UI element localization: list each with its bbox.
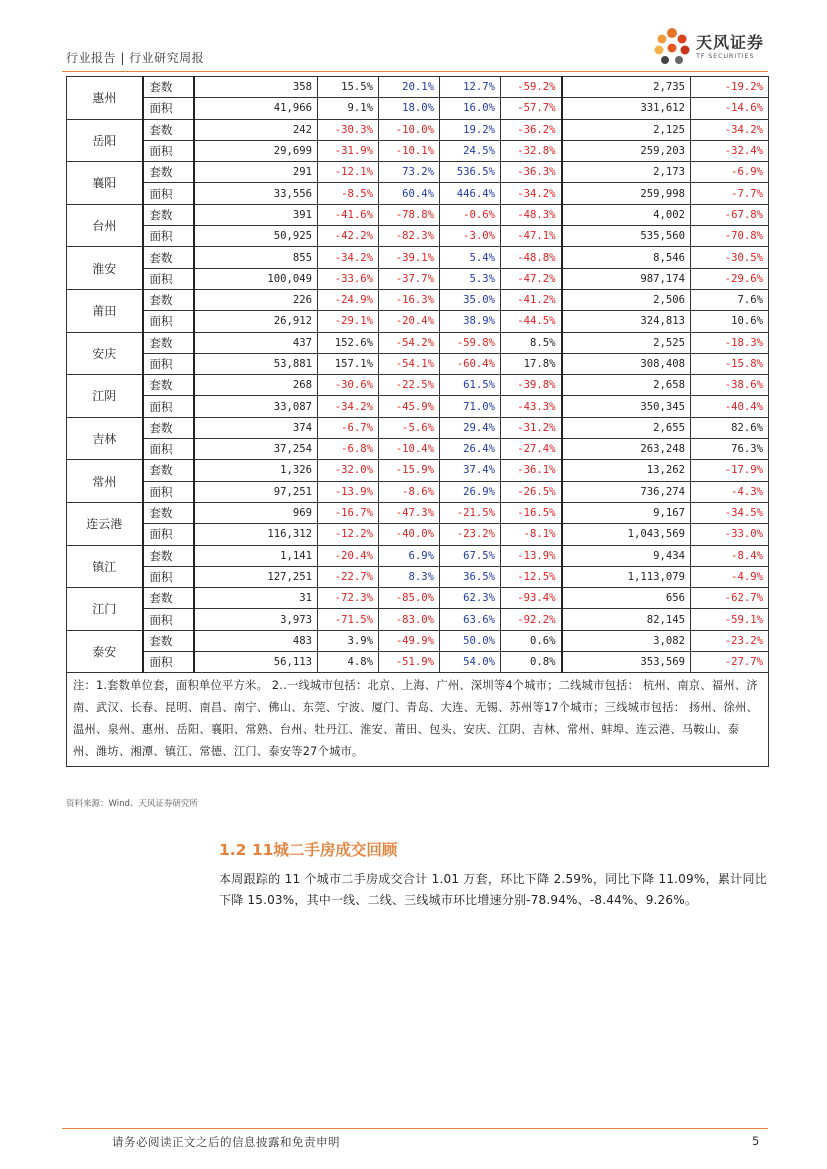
- metric-label: 面积: [143, 311, 194, 332]
- table-cell: 2,506: [562, 289, 691, 310]
- table-cell: -8.1%: [501, 524, 562, 545]
- metric-label: 面积: [143, 652, 194, 673]
- table-row: [67, 162, 769, 183]
- table-cell: 1,043,569: [562, 524, 691, 545]
- table-cell: 36.5%: [440, 566, 501, 587]
- table-row: [67, 481, 769, 502]
- table-cell: -6.8%: [318, 439, 379, 460]
- table-cell: 12.7%: [440, 77, 501, 98]
- city-name: 江门: [67, 588, 143, 631]
- metric-label: 面积: [143, 353, 194, 374]
- table-cell: -30.3%: [318, 119, 379, 140]
- metric-label: 套数: [143, 204, 194, 225]
- table-cell: 97,251: [194, 481, 318, 502]
- table-cell: -4.9%: [691, 566, 769, 587]
- table-cell: -4.3%: [691, 481, 769, 502]
- table-row: [67, 652, 769, 673]
- city-name: 常州: [67, 460, 143, 503]
- header-divider: [62, 71, 768, 72]
- table-cell: -83.0%: [379, 609, 440, 630]
- table-cell: -5.6%: [379, 417, 440, 438]
- table-cell: -12.1%: [318, 162, 379, 183]
- table-cell: 308,408: [562, 353, 691, 374]
- table-cell: -29.6%: [691, 268, 769, 289]
- table-cell: 15.5%: [318, 77, 379, 98]
- table-cell: 4.8%: [318, 652, 379, 673]
- section-title: 1.2 11城二手房成交回顾: [219, 841, 398, 859]
- table-cell: 350,345: [562, 396, 691, 417]
- source-note: 资料来源：Wind、天风证券研究所: [66, 799, 198, 809]
- table-cell: 33,556: [194, 183, 318, 204]
- table-cell: 63.6%: [440, 609, 501, 630]
- table-row: [67, 204, 769, 225]
- metric-label: 面积: [143, 524, 194, 545]
- table-cell: -6.9%: [691, 162, 769, 183]
- city-transaction-table: [66, 76, 769, 767]
- table-cell: -16.3%: [379, 289, 440, 310]
- table-cell: -10.1%: [379, 140, 440, 161]
- table-cell: -12.2%: [318, 524, 379, 545]
- table-cell: -36.1%: [501, 460, 562, 481]
- table-cell: 2,525: [562, 332, 691, 353]
- table-cell: -7.7%: [691, 183, 769, 204]
- table-cell: 2,658: [562, 375, 691, 396]
- table-cell: -49.9%: [379, 630, 440, 651]
- table-cell: -33.6%: [318, 268, 379, 289]
- table-cell: -13.9%: [318, 481, 379, 502]
- table-row: [67, 268, 769, 289]
- table-cell: 2,125: [562, 119, 691, 140]
- table-cell: 0.8%: [501, 652, 562, 673]
- table-cell: -78.8%: [379, 204, 440, 225]
- table-cell: -51.9%: [379, 652, 440, 673]
- table-cell: -8.4%: [691, 545, 769, 566]
- table-cell: 374: [194, 417, 318, 438]
- table-cell: -24.9%: [318, 289, 379, 310]
- table-cell: -54.1%: [379, 353, 440, 374]
- table-cell: 656: [562, 588, 691, 609]
- table-row: [67, 439, 769, 460]
- table-cell: 987,174: [562, 268, 691, 289]
- table-cell: -40.0%: [379, 524, 440, 545]
- logo-text-en: TF SECURITIES: [696, 52, 755, 60]
- table-cell: 358: [194, 77, 318, 98]
- table-cell: -34.2%: [691, 119, 769, 140]
- table-cell: 31: [194, 588, 318, 609]
- table-row: [67, 545, 769, 566]
- table-cell: 152.6%: [318, 332, 379, 353]
- city-name: 江阴: [67, 375, 143, 418]
- table-row: [67, 566, 769, 587]
- table-row: [67, 311, 769, 332]
- table-cell: -15.9%: [379, 460, 440, 481]
- table-cell: 5.4%: [440, 247, 501, 268]
- metric-label: 面积: [143, 98, 194, 119]
- table-cell: 53,881: [194, 353, 318, 374]
- metric-label: 套数: [143, 375, 194, 396]
- table-row: [67, 353, 769, 374]
- logo-text-cn: 天风证券: [696, 33, 765, 52]
- metric-label: 面积: [143, 566, 194, 587]
- table-cell: 8.3%: [379, 566, 440, 587]
- city-name: 镇江: [67, 545, 143, 588]
- table-row: [67, 77, 769, 98]
- table-cell: -31.9%: [318, 140, 379, 161]
- table-cell: 1,141: [194, 545, 318, 566]
- metric-label: 套数: [143, 332, 194, 353]
- table-cell: 2,735: [562, 77, 691, 98]
- page-number: 5: [752, 1134, 760, 1148]
- table-cell: -23.2%: [440, 524, 501, 545]
- metric-label: 套数: [143, 289, 194, 310]
- table-cell: 71.0%: [440, 396, 501, 417]
- table-cell: -39.8%: [501, 375, 562, 396]
- table-cell: -59.8%: [440, 332, 501, 353]
- table-cell: -26.5%: [501, 481, 562, 502]
- table-cell: 437: [194, 332, 318, 353]
- table-cell: 35.0%: [440, 289, 501, 310]
- table-cell: 331,612: [562, 98, 691, 119]
- table-cell: 291: [194, 162, 318, 183]
- table-cell: -60.4%: [440, 353, 501, 374]
- table-cell: -70.8%: [691, 226, 769, 247]
- table-cell: -92.2%: [501, 609, 562, 630]
- city-name: 惠州: [67, 77, 143, 120]
- table-cell: 3,973: [194, 609, 318, 630]
- table-cell: -19.2%: [691, 77, 769, 98]
- city-name: 连云港: [67, 502, 143, 545]
- table-cell: 855: [194, 247, 318, 268]
- table-cell: 6.9%: [379, 545, 440, 566]
- table-cell: 50.0%: [440, 630, 501, 651]
- table-cell: -39.1%: [379, 247, 440, 268]
- table-cell: 82.6%: [691, 417, 769, 438]
- table-cell: -54.2%: [379, 332, 440, 353]
- metric-label: 面积: [143, 396, 194, 417]
- table-cell: 73.2%: [379, 162, 440, 183]
- table-cell: 535,560: [562, 226, 691, 247]
- table-cell: 4,002: [562, 204, 691, 225]
- table-cell: -38.6%: [691, 375, 769, 396]
- table-cell: -67.8%: [691, 204, 769, 225]
- metric-label: 套数: [143, 77, 194, 98]
- table-cell: 736,274: [562, 481, 691, 502]
- table-row: [67, 289, 769, 310]
- table-cell: -3.0%: [440, 226, 501, 247]
- table-cell: 268: [194, 375, 318, 396]
- table-row: [67, 119, 769, 140]
- metric-label: 面积: [143, 226, 194, 247]
- table-row: [67, 502, 769, 523]
- table-cell: -16.5%: [501, 502, 562, 523]
- table-cell: -93.4%: [501, 588, 562, 609]
- table-cell: 17.8%: [501, 353, 562, 374]
- table-cell: -13.9%: [501, 545, 562, 566]
- table-cell: -82.3%: [379, 226, 440, 247]
- table-row: [67, 226, 769, 247]
- table-cell: -34.2%: [318, 396, 379, 417]
- table-cell: -71.5%: [318, 609, 379, 630]
- table-cell: 8.5%: [501, 332, 562, 353]
- table-cell: -41.6%: [318, 204, 379, 225]
- table-note-row: [67, 673, 769, 767]
- table-cell: 26.9%: [440, 481, 501, 502]
- metric-label: 套数: [143, 247, 194, 268]
- city-name: 襄阳: [67, 162, 143, 205]
- table-cell: 29,699: [194, 140, 318, 161]
- table-cell: -57.7%: [501, 98, 562, 119]
- table-cell: -30.6%: [318, 375, 379, 396]
- table-cell: -34.2%: [318, 247, 379, 268]
- city-name: 台州: [67, 204, 143, 247]
- metric-label: 面积: [143, 481, 194, 502]
- table-row: [67, 98, 769, 119]
- table-cell: -59.1%: [691, 609, 769, 630]
- table-cell: -62.7%: [691, 588, 769, 609]
- table-cell: -33.0%: [691, 524, 769, 545]
- table-cell: -32.0%: [318, 460, 379, 481]
- table-cell: -8.5%: [318, 183, 379, 204]
- summary-paragraph: 本周跟踪的 11 个城市二手房成交合计 1.01 万套，环比下降 2.59%，同比下降 11.09%，累计同比下降 15.03%，其中一线、二线、三线城市环比增速分别-78.94%、-8.44%、9.26%。: [219, 872, 767, 907]
- table-cell: -44.5%: [501, 311, 562, 332]
- table-cell: 483: [194, 630, 318, 651]
- table-cell: -40.4%: [691, 396, 769, 417]
- table-cell: 61.5%: [440, 375, 501, 396]
- table-cell: -22.7%: [318, 566, 379, 587]
- table-cell: 263,248: [562, 439, 691, 460]
- table-cell: 7.6%: [691, 289, 769, 310]
- table-cell: 37.4%: [440, 460, 501, 481]
- table-cell: -85.0%: [379, 588, 440, 609]
- table-cell: -34.5%: [691, 502, 769, 523]
- table-row: [67, 630, 769, 651]
- table-row: [67, 417, 769, 438]
- table-row: [67, 609, 769, 630]
- table-cell: 2,655: [562, 417, 691, 438]
- metric-label: 套数: [143, 588, 194, 609]
- city-name: 泰安: [67, 630, 143, 673]
- table-cell: 353,569: [562, 652, 691, 673]
- table-cell: 5.3%: [440, 268, 501, 289]
- table-cell: -36.3%: [501, 162, 562, 183]
- table-cell: 19.2%: [440, 119, 501, 140]
- table-cell: -17.9%: [691, 460, 769, 481]
- table-cell: -48.8%: [501, 247, 562, 268]
- metric-label: 套数: [143, 460, 194, 481]
- table-cell: 259,203: [562, 140, 691, 161]
- table-cell: -36.2%: [501, 119, 562, 140]
- table-cell: -47.2%: [501, 268, 562, 289]
- table-cell: 18.0%: [379, 98, 440, 119]
- metric-label: 面积: [143, 140, 194, 161]
- table-cell: 157.1%: [318, 353, 379, 374]
- table-cell: -8.6%: [379, 481, 440, 502]
- table-cell: 9,434: [562, 545, 691, 566]
- table-row: [67, 375, 769, 396]
- table-cell: 0.6%: [501, 630, 562, 651]
- table-cell: 56,113: [194, 652, 318, 673]
- table-cell: -16.7%: [318, 502, 379, 523]
- city-name: 安庆: [67, 332, 143, 375]
- table-row: [67, 140, 769, 161]
- table-cell: -59.2%: [501, 77, 562, 98]
- metric-label: 套数: [143, 545, 194, 566]
- table-cell: 60.4%: [379, 183, 440, 204]
- table-cell: 24.5%: [440, 140, 501, 161]
- table-row: [67, 332, 769, 353]
- table-cell: 50,925: [194, 226, 318, 247]
- city-name: 淮安: [67, 247, 143, 290]
- table-cell: 82,145: [562, 609, 691, 630]
- metric-label: 面积: [143, 183, 194, 204]
- table-cell: 13,262: [562, 460, 691, 481]
- table-cell: -20.4%: [379, 311, 440, 332]
- table-cell: 29.4%: [440, 417, 501, 438]
- table-cell: -30.5%: [691, 247, 769, 268]
- table-cell: 536.5%: [440, 162, 501, 183]
- table-cell: 116,312: [194, 524, 318, 545]
- table-cell: -27.4%: [501, 439, 562, 460]
- table-cell: 1,326: [194, 460, 318, 481]
- table-cell: 33,087: [194, 396, 318, 417]
- metric-label: 面积: [143, 439, 194, 460]
- table-cell: 100,049: [194, 268, 318, 289]
- table-cell: -12.5%: [501, 566, 562, 587]
- table-row: [67, 247, 769, 268]
- table-cell: 259,998: [562, 183, 691, 204]
- footer-divider: [62, 1128, 768, 1129]
- table-cell: -29.1%: [318, 311, 379, 332]
- table-row: [67, 396, 769, 417]
- table-cell: 26.4%: [440, 439, 501, 460]
- table-cell: 9,167: [562, 502, 691, 523]
- table-cell: -32.8%: [501, 140, 562, 161]
- table-cell: -43.3%: [501, 396, 562, 417]
- metric-label: 套数: [143, 502, 194, 523]
- table-cell: -41.2%: [501, 289, 562, 310]
- table-cell: -32.4%: [691, 140, 769, 161]
- footer-disclaimer: 请务必阅读正文之后的信息披露和免责申明: [112, 1135, 340, 1149]
- table-cell: -14.6%: [691, 98, 769, 119]
- table-cell: 1,113,079: [562, 566, 691, 587]
- table-cell: -47.1%: [501, 226, 562, 247]
- table-cell: 54.0%: [440, 652, 501, 673]
- table-cell: -27.7%: [691, 652, 769, 673]
- metric-label: 套数: [143, 630, 194, 651]
- table-cell: -21.5%: [440, 502, 501, 523]
- table-cell: -37.7%: [379, 268, 440, 289]
- table-cell: -48.3%: [501, 204, 562, 225]
- table-note: 注：1.套数单位套，面积单位平方米。 2..一线城市包括：北京、上海、广州、深圳等4个城市；二线城市包括： 杭州、南京、福州、济南、武汉、长春、昆明、南昌、南宁、佛山、东莞、宁波、厦门、青岛、大连、无锡、苏州等17个城市；三线城市包括： 扬州、徐州、温州、泉州、惠州、岳阳、襄阳、常熟、台州、牡丹江、淮安、莆田、包头、安庆、江阴、吉林、常州、蚌埠、连云港、马鞍山、泰州、潍坊、湘潭、镇江、常德、江门、泰安等27个城市。: [67, 673, 769, 767]
- metric-label: 套数: [143, 162, 194, 183]
- table-cell: 16.0%: [440, 98, 501, 119]
- table-row: [67, 460, 769, 481]
- metric-label: 面积: [143, 268, 194, 289]
- table-cell: 391: [194, 204, 318, 225]
- table-cell: -0.6%: [440, 204, 501, 225]
- table-cell: 67.5%: [440, 545, 501, 566]
- table-cell: 76.3%: [691, 439, 769, 460]
- table-cell: -18.3%: [691, 332, 769, 353]
- table-cell: -15.8%: [691, 353, 769, 374]
- table-cell: 127,251: [194, 566, 318, 587]
- table-cell: -31.2%: [501, 417, 562, 438]
- table-cell: -10.4%: [379, 439, 440, 460]
- table-cell: -22.5%: [379, 375, 440, 396]
- table-cell: 2,173: [562, 162, 691, 183]
- table-cell: 226: [194, 289, 318, 310]
- table-cell: -20.4%: [318, 545, 379, 566]
- table-cell: 41,966: [194, 98, 318, 119]
- table-cell: 38.9%: [440, 311, 501, 332]
- metric-label: 套数: [143, 119, 194, 140]
- metric-label: 套数: [143, 417, 194, 438]
- table-row: [67, 183, 769, 204]
- table-cell: -6.7%: [318, 417, 379, 438]
- table-row: [67, 524, 769, 545]
- table-cell: 37,254: [194, 439, 318, 460]
- metric-label: 面积: [143, 609, 194, 630]
- city-name: 吉林: [67, 417, 143, 460]
- table-cell: -23.2%: [691, 630, 769, 651]
- table-cell: 20.1%: [379, 77, 440, 98]
- table-cell: -72.3%: [318, 588, 379, 609]
- table-cell: -45.9%: [379, 396, 440, 417]
- report-header: 行业报告 | 行业研究周报: [66, 51, 205, 65]
- table-cell: 9.1%: [318, 98, 379, 119]
- table-cell: 446.4%: [440, 183, 501, 204]
- table-cell: 26,912: [194, 311, 318, 332]
- table-cell: 8,546: [562, 247, 691, 268]
- table-row: [67, 588, 769, 609]
- table-cell: 969: [194, 502, 318, 523]
- table-cell: -47.3%: [379, 502, 440, 523]
- table-cell: -10.0%: [379, 119, 440, 140]
- logo-flower-icon: [652, 26, 692, 68]
- table-cell: 62.3%: [440, 588, 501, 609]
- city-name: 岳阳: [67, 119, 143, 162]
- table-cell: 10.6%: [691, 311, 769, 332]
- table-cell: 242: [194, 119, 318, 140]
- table-cell: 324,813: [562, 311, 691, 332]
- company-logo: [652, 22, 768, 70]
- table-cell: 3,082: [562, 630, 691, 651]
- city-name: 莆田: [67, 289, 143, 332]
- table-cell: -42.2%: [318, 226, 379, 247]
- table-cell: 3.9%: [318, 630, 379, 651]
- table-cell: -34.2%: [501, 183, 562, 204]
